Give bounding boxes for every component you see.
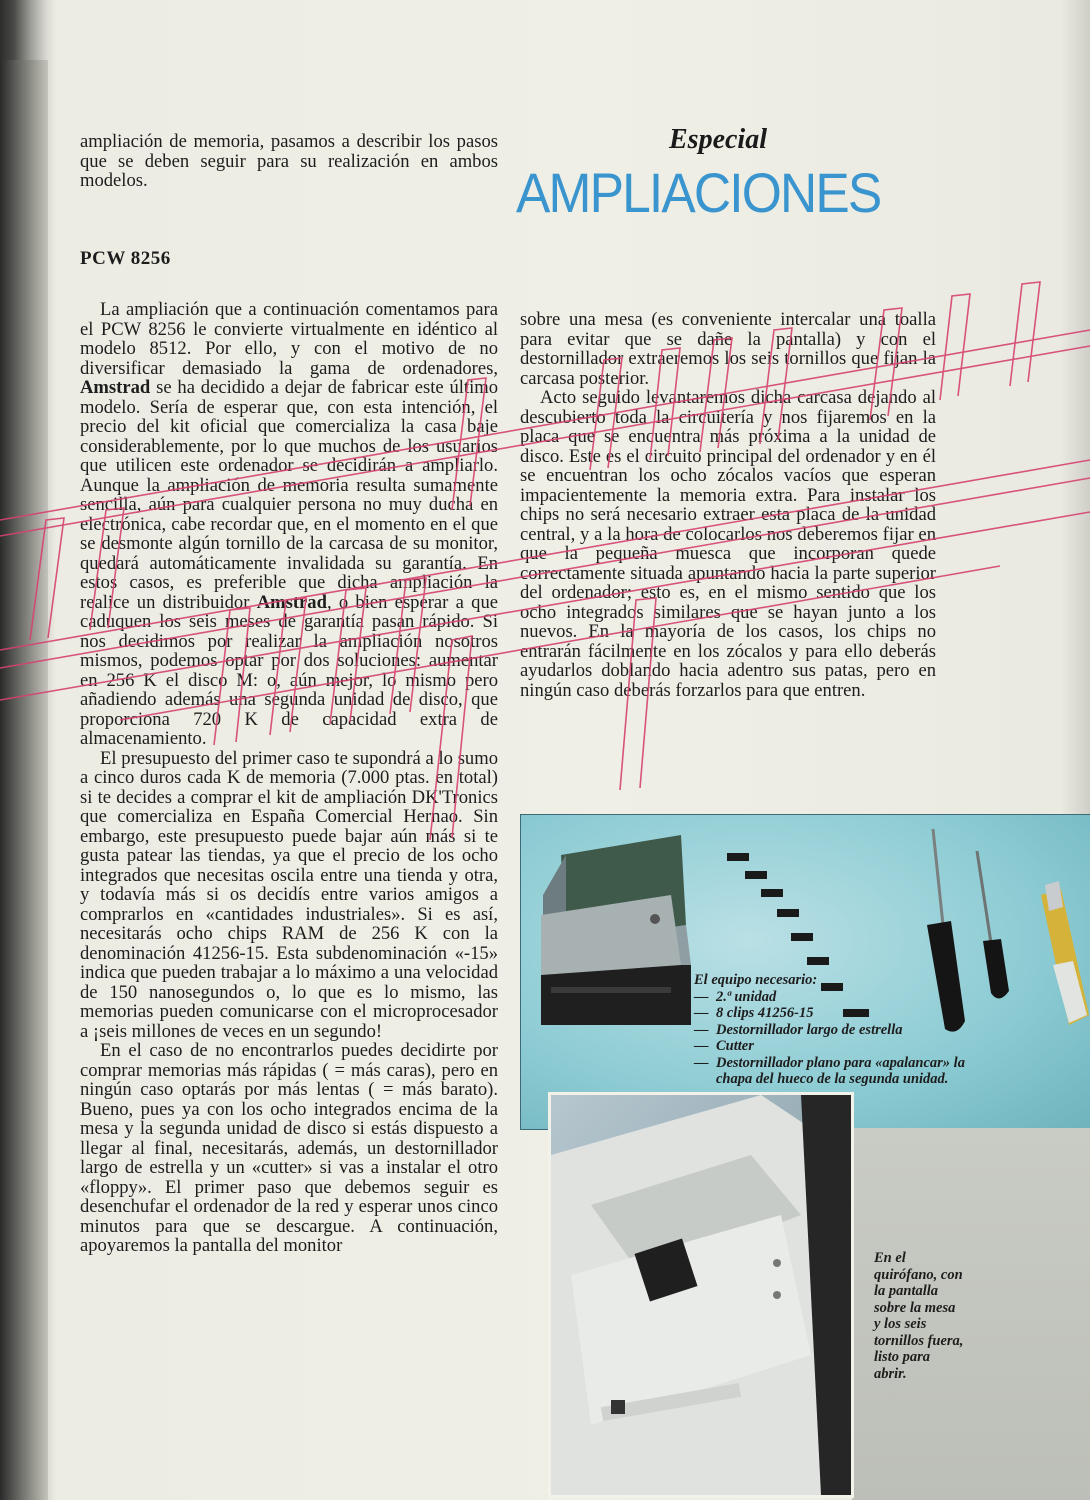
article-title: AMPLIACIONES [516,161,881,224]
text-run: La ampliación que a continuación comentamos para el PCW 8256 le convierte virtualmente en idéntico al modelo 8512. Por ello, y con el motivo de no diversificar demasiado la gama de ordenadores, [80,299,498,379]
cutter [1041,881,1089,1025]
text-run: , o bien esperar a que caduquen los seis meses de garantía pasan rápido. Si nos decidimos por realizar la ampliación nosotros mismos, podemos optar por dos soluciones: aumentar en 256 K el disco M: o, aún mejor, lo mismo pero añadiendo además una segunda unidad de disco, que proporciona 720 K de capacidad extra de almacenamiento. [80,591,498,749]
monitor-illustration [551,1095,851,1495]
section-kicker: Especial [669,124,767,155]
caption-item-text: 2.ª unidad [716,988,777,1005]
brand-name: Amstrad [256,591,327,613]
caption-item [694,1005,994,1022]
caption-item [694,1022,994,1039]
caption-item [694,989,994,1006]
dash: — [694,1005,709,1021]
previous-page-edge [0,60,48,1500]
caption-heading: El equipo necesario: [694,972,818,988]
dash: — [694,1021,709,1038]
subheading: PCW 8256 [80,247,171,269]
equipment-caption [694,972,994,1088]
monitor-caption: En el quirófano, con la pantalla sobre la mesa y los seis tornillos fuera, listo para abrir. [874,1250,964,1382]
caption-item [694,1055,994,1088]
right-column [520,310,936,700]
caption-item-text: Cutter [716,1038,754,1054]
disk-drive [541,835,691,1025]
paragraph: En el caso de no encontrarlos puedes decidirte por comprar memorias más rápidas ( = más caras), pero en ningún caso optarás por más lentas ( = más barato). Bueno, pues ya con los ocho integrados encima de la mesa y la segunda unidad de disco si estás dispuesto a llegar al final, necesitarás, además, un destornillador largo de estrella y un «cutter» si vas a instalar el otro «floppy». El primer paso que debemos seguir es desenchufar el ordenador de la red y esperar unos cinco minutos para que se descargue. A continuación, apoyaremos la pantalla del monitor [80,1040,498,1256]
brand-name: Amstrad [80,377,151,398]
left-column [80,132,498,1256]
caption-item-text: Destornillador largo de estrella [716,1021,903,1038]
monitor-photo [548,1092,854,1498]
dash: — [694,1054,709,1071]
intro-paragraph: ampliación de memoria, pasamos a describir los pasos que se deben seguir para su realización en ambos modelos. [80,131,498,191]
paragraph: El presupuesto del primer caso te supondrá a lo sumo a cinco duros cada K de memoria (7.000 ptas. en total) si te decides a comprar el kit de ampliación DK'Tronics que comercializa en España Comercial Hernao. Sin embargo, este presupuesto puede bajar aún más si te gusta patear las tiendas, ya que el precio de los ocho integrados que necesitas oscila entre una tienda y otra, y todavía más si os decidís entre varios amigos a comprarlos en «cantidades industriales». Si es así, necesitarás ocho chips RAM de 256 K con la denominación 41256-15. Esta subdenominación «-15» indica que pueden trabajar a lo máximo a una velocidad de 150 nanosegundos o, lo que es lo mismo, las memorias pueden comunicarse con el microprocesador a ¡seis millones de veces en un segundo! [80,747,498,1042]
dash: — [694,1038,709,1054]
caption-item [694,1038,994,1055]
dash: — [694,988,709,1005]
paragraph: Acto seguido levantaremos dicha carcasa dejando al descubierto toda la circuitería y nos fijaremos en la placa que se encuentra más próxima a la unidad de disco. Este es el circuito principal del ordenador y en él se encuentran los ocho zócalos vacíos que esperan impacientemente la memoria extra. Para instalar los chips no será necesario extraer esta placa de la unidad central, y a la hora de colocarlos nos deberemos fijar en que la pequeña muesca que incorporan quede correctamente situada apuntando hacia la parte superior del ordenador; esto es, en el mismo sentido que los ocho integrados similares que se hayan junto a los nuevos. En la mayoría de los casos, los chips no entrarán fácilmente en los zócalos y para ello deberás ayudarlos doblando hacia adentro sus patas, pero en ningún caso deberás forzarlos para que entren. [520,387,936,701]
paragraph: sobre una mesa (es conveniente intercalar una toalla para evitar que se dañe la pantalla) y con el destornillador extraeremos los seis tornillos que fijan la carcasa posterior. [520,309,936,389]
caption-item-text: Destornillador plano para «apalancar» la chapa del hueco de la segunda unidad. [716,1054,965,1087]
text-run: se ha decidido a dejar de fabricar este último modelo. Sería de esperar que, con esta intención, el precio del kit oficial que comercializa la casa baje considerablemente, por lo que muchos de los usuarios que utilicen este ordenador se decidirán a ampliarlo. Aunque la ampliación de memoria resulta sumamente sencilla, aún para cualquier persona no muy ducha en electrónica, cabe recordar que, en el momento en el que se desmonte algún tornillo de la carcasa de su monitor, quedará automáticamente invalidada su garantía. En estos casos, es preferible que dicha ampliación la realice un distribuidor [80,377,498,613]
caption-item-text: 8 clips 41256-15 [716,1005,814,1021]
paragraph [80,300,498,749]
